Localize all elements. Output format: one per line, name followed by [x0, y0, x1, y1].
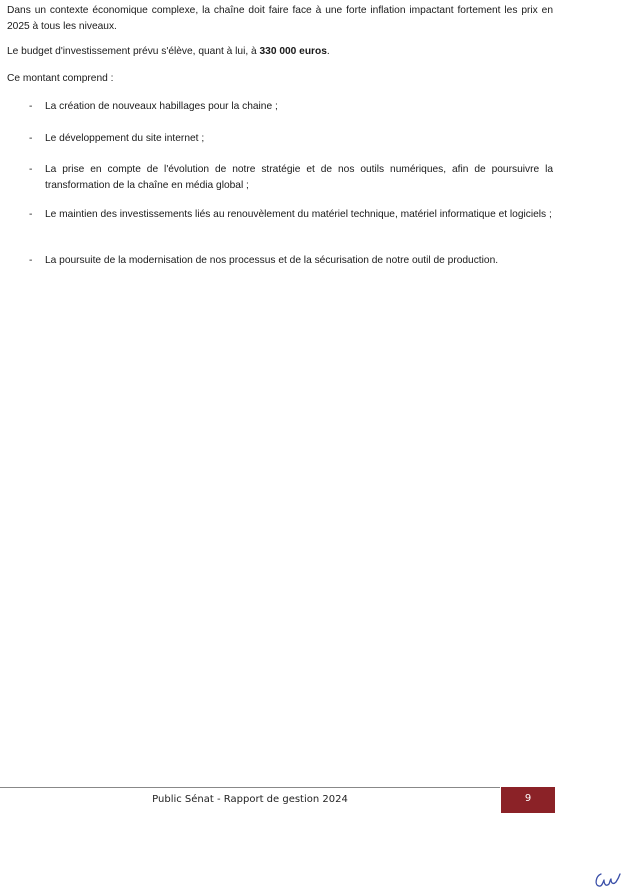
bullet-dash: -	[29, 255, 33, 266]
intro-paragraph: Dans un contexte économique complexe, la chaîne doit faire face à une forte inflation impactant fortement les prix en 2025 à tous les niveaux.	[7, 5, 553, 32]
bullet-dash: -	[29, 101, 33, 112]
budget-paragraph	[7, 44, 553, 60]
list-intro: Ce montant comprend :	[7, 73, 114, 84]
bullet-dash: -	[29, 133, 33, 144]
list-item-text: La prise en compte de l'évolution de notre stratégie et de nos outils numériques, afin de poursuivre la transformation de la chaîne en média global ;	[45, 164, 553, 191]
list-item-text: La poursuite de la modernisation de nos processus et de la sécurisation de notre outil de production.	[45, 255, 499, 266]
bullet-dash: -	[29, 164, 33, 175]
page-number-badge: 9	[501, 787, 555, 813]
signature-stroke	[596, 874, 620, 886]
list-item	[29, 162, 553, 194]
budget-period: .	[326, 46, 330, 57]
list-item-text: La création de nouveaux habillages pour la chaine ;	[45, 101, 278, 112]
list-item	[29, 99, 553, 115]
footer-title: Public Sénat - Rapport de gestion 2024	[152, 794, 348, 805]
list-item	[29, 131, 553, 147]
list-item-text: Le maintien des investissements liés au renouvèlement du matériel technique, matériel informatique et logiciels ;	[45, 209, 552, 220]
handwritten-initials-icon	[592, 868, 622, 890]
list-item-text: Le développement du site internet ;	[45, 133, 205, 144]
budget-amount: 330 000 euros	[259, 46, 327, 57]
list-item	[29, 207, 553, 223]
budget-text: Le budget d'investissement prévu s'élève, quant à lui, à	[7, 46, 260, 57]
bullet-dash: -	[29, 209, 33, 220]
footer-divider	[0, 787, 500, 788]
list-item	[29, 253, 553, 269]
